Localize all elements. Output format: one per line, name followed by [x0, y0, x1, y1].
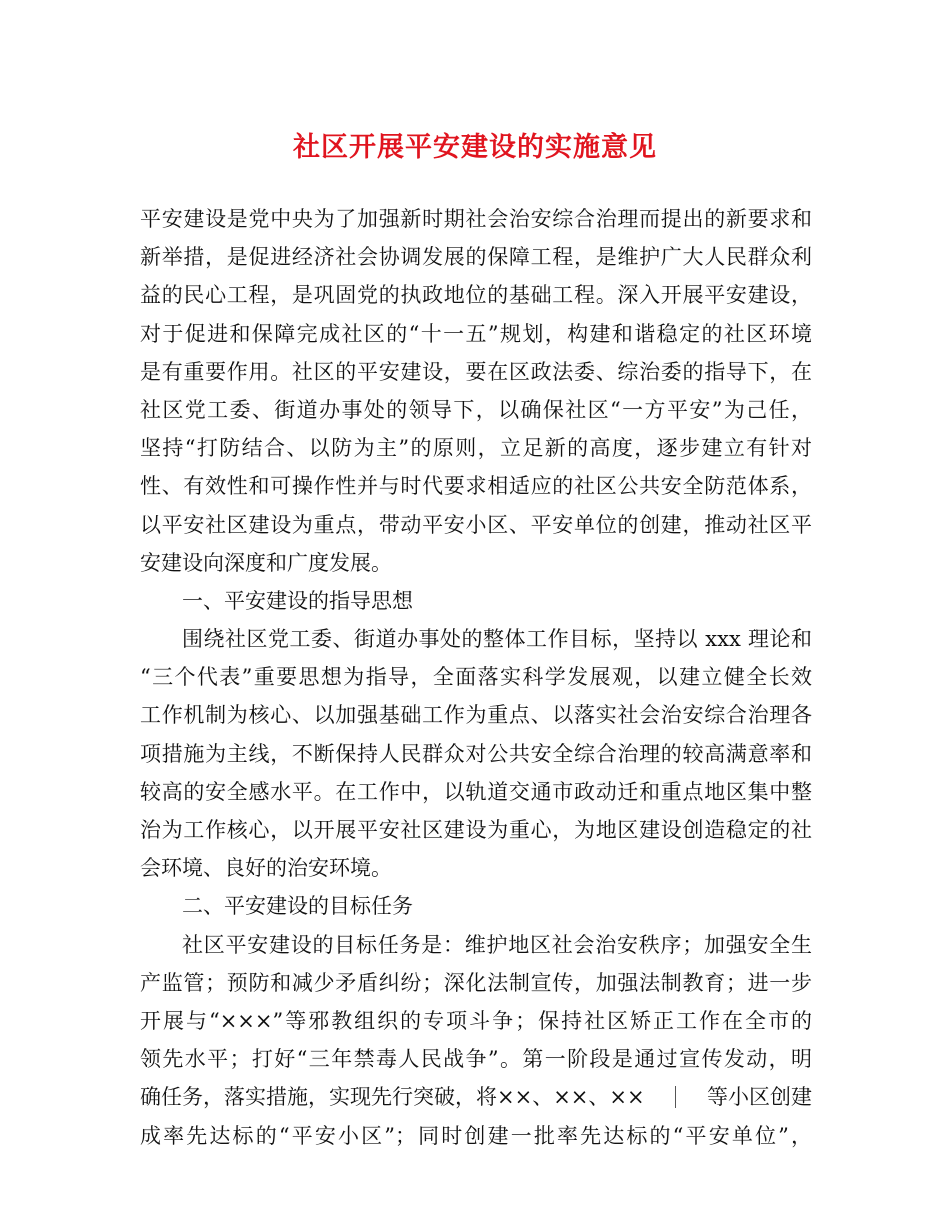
document-title: 社区开展平安建设的实施意见	[293, 132, 657, 163]
paragraph-line-with-cursor	[140, 1078, 812, 1116]
paragraph-line: 平安建设是党中央为了加强新时期社会治安综合治理而提出的新要求和	[140, 207, 812, 231]
section-heading: 二、平安建设的目标任务	[182, 894, 413, 919]
paragraph-line: 社区党工委、街道办事处的领导下，以确保社区“一方平安”为己任，	[140, 397, 812, 422]
paragraph-line: 新举措，是促进经济社会协调发展的保障工程，是维护广大人民群众利	[140, 245, 812, 270]
paragraph-line: 领先水平；打好“三年禁毒人民战争”。第一阶段是通过宣传发动，明	[140, 1047, 812, 1072]
paragraph-line: 对于促进和保障完成社区的“十一五”规划，构建和谐稳定的社区环境	[140, 321, 812, 346]
paragraph-line: 成率先达标的“平安小区”；同时创建一批率先达标的“平安单位”，	[140, 1123, 812, 1148]
document-body	[140, 200, 812, 1155]
paragraph-line: 较高的安全感水平。在工作中，以轨道交通市政动迁和重点地区集中整	[140, 779, 812, 804]
paragraph-line: 社区平安建设的目标任务是：维护地区社会治安秩序；加强安全生	[182, 932, 812, 957]
paragraph-line: 是有重要作用。社区的平安建设，要在区政法委、综治委的指导下，在	[140, 359, 812, 384]
paragraph-line: “三个代表”重要思想为指导，全面落实科学发展观，以建立健全长效	[140, 665, 812, 690]
line-segment: 等小区创建	[706, 1085, 812, 1110]
paragraph-line: 坚持“打防结合、以防为主”的原则，立足新的高度，逐步建立有针对	[140, 436, 812, 461]
paragraph-line: 围绕社区党工委、街道办事处的整体工作目标，坚持以 xxx 理论和	[182, 627, 812, 652]
section-heading: 一、平安建设的指导思想	[182, 588, 413, 613]
line-segment: 确任务，落实措施，实现先行突破，将××、××、××	[140, 1085, 645, 1110]
paragraph-line: 开展与“×××”等邪教组织的专项斗争；保持社区矫正工作在全市的	[140, 1008, 812, 1033]
paragraph-line: 产监管；预防和减少矛盾纠纷；深化法制宣传，加强法制教育；进一步	[140, 970, 812, 995]
paragraph-line: 以平安社区建设为重点，带动平安小区、平安单位的创建，推动社区平	[140, 512, 812, 537]
paragraph-line: 性、有效性和可操作性并与时代要求相适应的社区公共安全防范体系，	[140, 474, 812, 499]
paragraph-line: 安建设向深度和广度发展。	[140, 550, 392, 575]
paragraph-line: 益的民心工程，是巩固党的执政地位的基础工程。深入开展平安建设，	[140, 283, 812, 308]
paragraph-line: 工作机制为核心、以加强基础工作为重点、以落实社会治安综合治理各	[140, 703, 812, 728]
paragraph-line: 会环境、良好的治安环境。	[140, 856, 392, 881]
text-cursor	[675, 1086, 676, 1108]
paragraph-line: 项措施为主线，不断保持人民群众对公共安全综合治理的较高满意率和	[140, 741, 812, 766]
paragraph-line: 治为工作核心，以开展平安社区建设为重心，为地区建设创造稳定的社	[140, 818, 812, 842]
